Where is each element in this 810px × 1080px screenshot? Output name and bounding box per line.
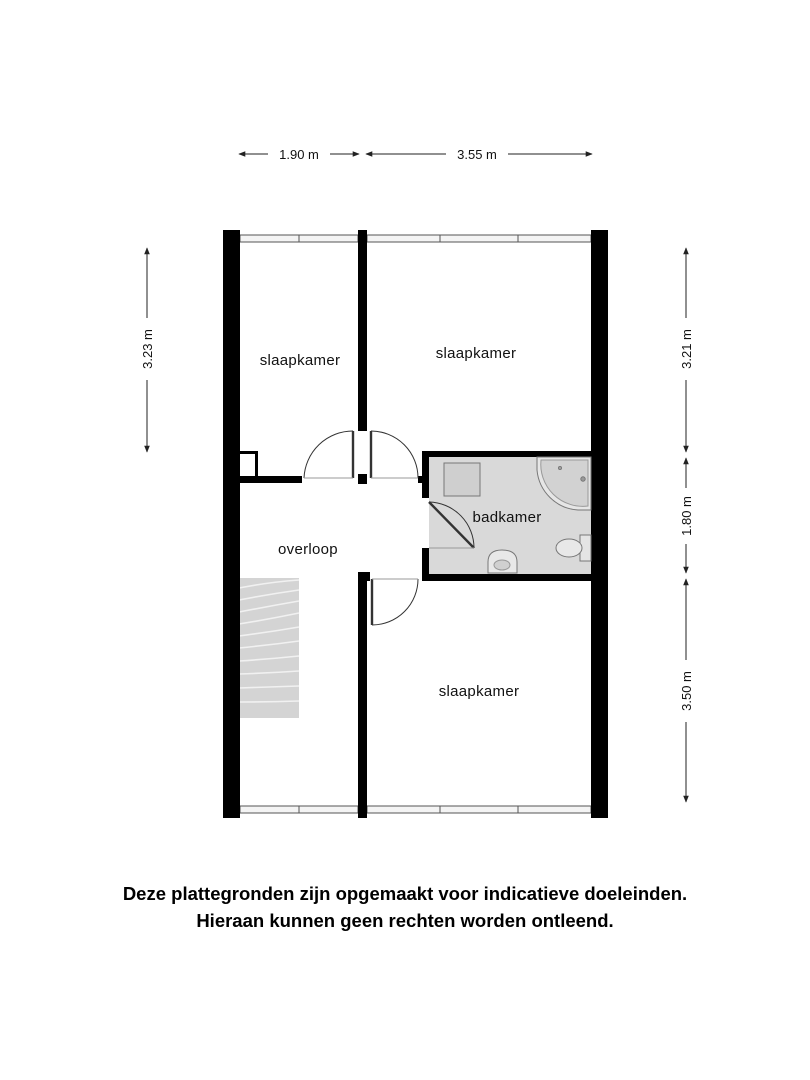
dimension-label-top-right: 3.55 m [457, 147, 497, 162]
dimension-label-top-left: 1.90 m [279, 147, 319, 162]
dimension-label-left: 3.23 m [140, 329, 155, 369]
door-bedroom-top-left [304, 431, 353, 478]
room-label-bedroom-bottom: slaapkamer [438, 683, 520, 700]
room-label-bedroom-top-left: slaapkamer [259, 352, 341, 369]
room-label-landing: overloop [278, 541, 338, 558]
wall-landing-top [240, 476, 302, 483]
washing-machine [444, 463, 480, 496]
dimension-label-right-middle: 1.80 m [679, 496, 694, 536]
wall-outer-left [223, 230, 240, 818]
wall-partition-bottom [358, 572, 367, 818]
disclaimer-line-1: Deze plattegronden zijn opgemaakt voor indicatieve doeleinden. [122, 883, 688, 904]
room-label-bathroom: badkamer [472, 509, 542, 526]
window-top-right [367, 235, 591, 242]
wall-bathroom-top [422, 451, 592, 457]
disclaimer-line-2: Hieraan kunnen geen rechten worden ontleend. [196, 910, 614, 931]
window-bottom-right [367, 806, 591, 813]
staircase [239, 578, 299, 718]
sink [488, 550, 517, 573]
wall-partition-top [358, 230, 367, 431]
door-bedroom-top-right [371, 431, 418, 478]
door-bedroom-bottom [372, 579, 418, 625]
room-label-bedroom-top-right: slaapkamer [435, 345, 517, 362]
dimension-label-right-top: 3.21 m [679, 329, 694, 369]
wall-shaft [237, 451, 258, 454]
wall-outer-right [591, 230, 608, 818]
wall-bathroom-bottom [422, 574, 592, 581]
wall-bathroom-left [422, 451, 429, 498]
dimension-label-right-bottom: 3.50 m [679, 671, 694, 711]
